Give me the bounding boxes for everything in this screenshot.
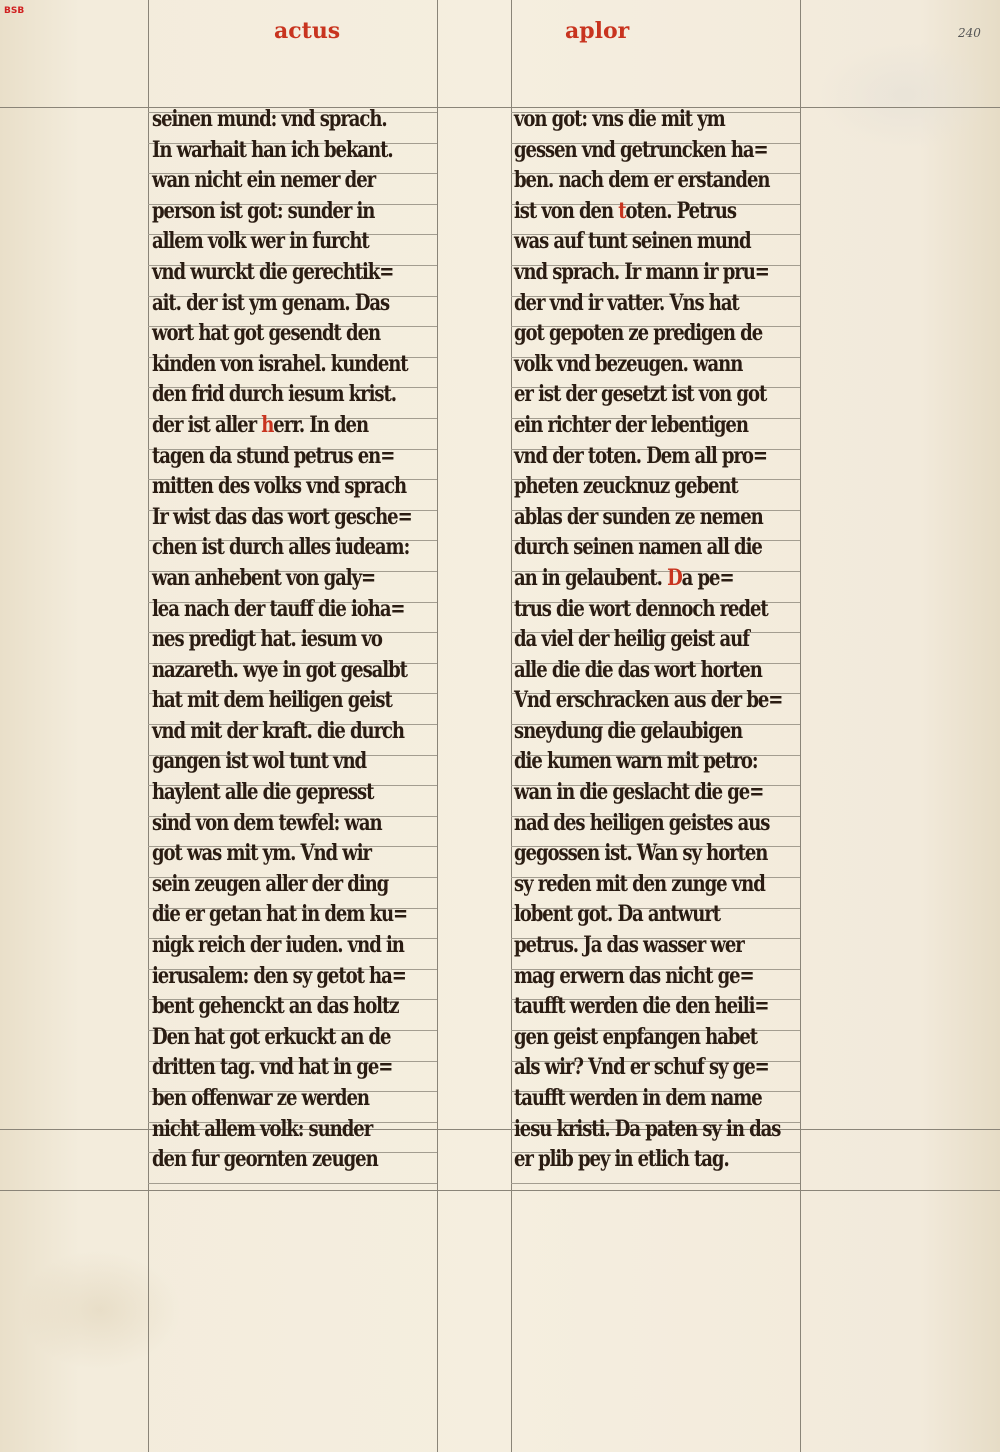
text-line: Vnd erschracken aus der be= [514,687,783,714]
ruling-line [800,0,801,1452]
ruling-line [0,1190,1000,1191]
text-line: an in gelaubent. Da pe= [514,564,734,591]
text-line: vnd mit der kraft. die durch [152,717,404,744]
text-line: wan anhebent von galy= [152,564,376,591]
text-line: ben. nach dem er erstanden [514,167,770,194]
text-line: petrus. Ja das wasser wer [514,932,744,959]
text-line: ist von den toten. Petrus [514,197,736,224]
text-line: lea nach der tauff die ioha= [152,595,405,622]
text-line: nigk reich der iuden. vnd in [152,932,404,959]
text-line: gen geist enpfangen habet [514,1023,758,1050]
text-line: ein richter der lebentigen [514,411,748,438]
rubric-initial: D [667,564,682,591]
text-line: den frid durch iesum krist. [152,381,396,408]
rubric-initial: h [261,411,274,438]
text-line: was auf tunt seinen mund [514,228,751,255]
text-line: der vnd ir vatter. Vns hat [514,289,739,316]
text-line: vnd sprach. Ir mann ir pru= [514,258,769,285]
text-line: nad des heiligen geistes aus [514,809,770,836]
rubric-initial: t [618,197,626,224]
ruling-line [511,0,512,1452]
text-line: den fur geornten zeugen [152,1146,378,1173]
text-line: wan nicht ein nemer der [152,167,376,194]
text-line: sind von dem tewfel: wan [152,809,382,836]
text-line: da viel der heilig geist auf [514,626,749,653]
text-line: ait. der ist ym genam. Das [152,289,390,316]
text-line: als wir? Vnd er schuf sy ge= [514,1054,769,1081]
text-line: pheten zeucknuz gebent [514,473,738,500]
text-column-left [152,104,437,1175]
text-line: er ist der gesetzt ist von got [514,381,767,408]
text-line: nicht allem volk: sunder [152,1115,373,1142]
text-line: gangen ist wol tunt vnd [152,748,367,775]
running-head-left: actus [274,18,341,44]
line-rule [511,1183,800,1184]
text-line: Ir wist das das wort gesche= [152,503,412,530]
text-line: sneydung die gelaubigen [514,717,743,744]
paper-stain [820,40,990,150]
text-line: Den hat got erkuckt an de [152,1023,391,1050]
text-line: volk vnd bezeugen. wann [514,350,743,377]
ruling-line [0,1129,1000,1130]
text-line: hat mit dem heiligen geist [152,687,392,714]
running-head-right: aplor [565,18,630,44]
text-line: gessen vnd getruncken ha= [514,136,768,163]
text-line: In warhait han ich bekant. [152,136,393,163]
text-line: gegossen ist. Wan sy horten [514,840,768,867]
text-line: dritten tag. vnd hat in ge= [152,1054,393,1081]
text-line: der ist aller herr. In den [152,411,369,438]
text-line: alle die die das wort horten [514,656,762,683]
text-line: taufft werden in dem name [514,1085,762,1111]
text-line: lobent got. Da antwurt [514,901,721,928]
text-line: sy reden mit den zunge vnd [514,870,765,897]
text-line: mag erwern das nicht ge= [514,962,754,989]
line-rule [148,1183,437,1184]
text-line: tagen da stund petrus en= [152,442,395,469]
ruling-line [0,107,1000,108]
text-line: die kumen warn mit petro: [514,748,758,775]
text-line: nes predigt hat. iesum vo [152,626,382,653]
text-line: von got: vns die mit ym [514,106,725,132]
text-line: sein zeugen aller der ding [152,870,389,897]
text-line: taufft werden die den heili= [514,993,769,1020]
text-line: wort hat got gesendt den [152,320,381,347]
text-line: kinden von israhel. kundent [152,350,408,377]
paper-stain [20,1250,180,1370]
folio-number: 240 [958,26,981,40]
library-mark: BSB [4,6,25,16]
text-line: got was mit ym. Vnd wir [152,840,371,867]
text-line: trus die wort dennoch redet [514,595,768,622]
text-line: person ist got: sunder in [152,197,375,224]
text-line: ierusalem: den sy getot ha= [152,962,406,989]
text-line: ablas der sunden ze nemen [514,503,763,530]
text-line: ben offenwar ze werden [152,1085,369,1111]
text-line: chen ist durch alles iudeam: [152,534,410,561]
text-line: mitten des volks vnd sprach [152,473,407,500]
ruling-line [148,0,149,1452]
text-line: die er getan hat in dem ku= [152,901,408,928]
text-line: vnd wurckt die gerechtik= [152,258,394,285]
text-line: haylent alle die gepresst [152,779,374,806]
text-line: seinen mund: vnd sprach. [152,106,387,132]
text-line: er plib pey in etlich tag. [514,1146,729,1173]
text-line: nazareth. wye in got gesalbt [152,656,407,683]
text-line: durch seinen namen all die [514,534,762,561]
text-line: vnd der toten. Dem all pro= [514,442,767,469]
ruling-line [437,0,438,1452]
text-line: iesu kristi. Da paten sy in das [514,1115,781,1142]
text-line: bent gehenckt an das holtz [152,993,399,1020]
text-column-right [514,104,799,1175]
text-line: allem volk wer in furcht [152,228,369,255]
text-line: wan in die geslacht die ge= [514,779,764,806]
text-line: got gepoten ze predigen de [514,320,763,347]
